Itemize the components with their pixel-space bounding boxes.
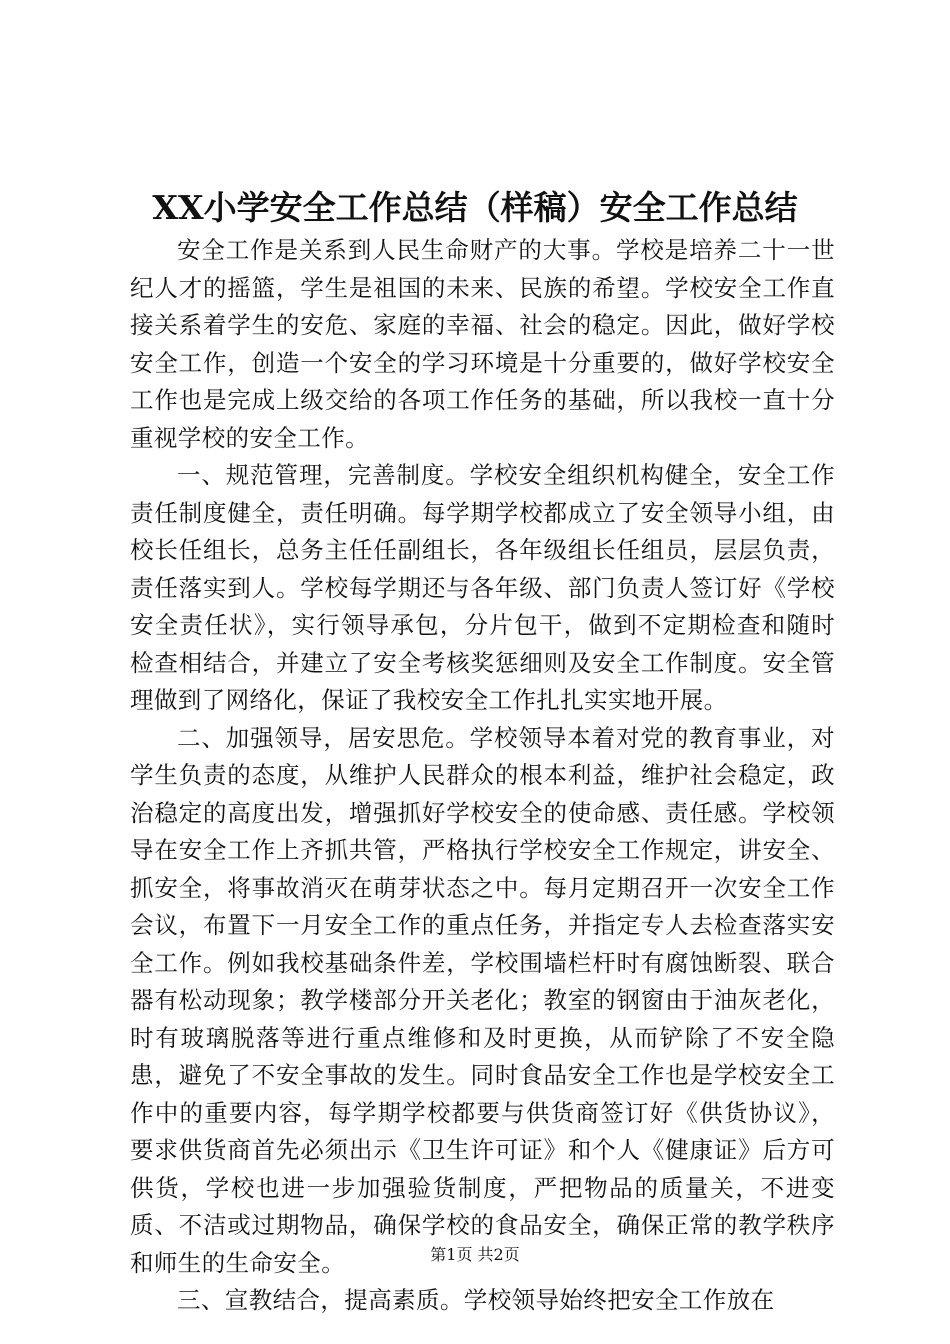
page-number-footer: 第1页 共2页	[430, 1245, 520, 1264]
paragraph-intro: 安全工作是关系到人民生命财产的大事。学校是培养二十一世纪人才的摇篮，学生是祖国的未来、民族的希望。学校安全工作直接关系着学生的安危、家庭的幸福、社会的稳定。因此，做好学校安全工作，创造一个安全的学习环境是十分重要的，做好学校安全工作也是完成上级交给的各项工作任务的基础，所以我校一直十分重视学校的安全工作。	[130, 236, 835, 452]
paragraph-section-2: 二、加强领导，居安思危。学校领导本着对党的教育事业，对学生负责的态度，从维护人民群众的根本利益，维护社会稳定，政治稳定的高度出发，增强抓好学校安全的使命感、责任感。学校领导在安全工作上齐抓共管，严格执行学校安全工作规定，讲安全、抓安全，将事故消灭在萌芽状态之中。每月定期召开一次安全工作会议，布置下一月安全工作的重点任务，并指定专人去检查落实安全工作。例如我校基础条件差，学校围墙栏杆时有腐蚀断裂、联合器有松动现象；教学楼部分开关老化；教室的钢窗由于油灰老化，时有玻璃脱落等进行重点维修和及时更换，从而铲除了不安全隐患，避免了不安全事故的发生。同时食品安全工作也是学校安全工作中的重要内容，每学期学校都要与供货商签订好《供货协议》，要求供货商首先必须出示《卫生许可证》和个人《健康证》后方可供货，学校也进一步加强验货制度，严把物品的质量关，不进变质、不洁或过期物品，确保学校的食品安全，确保正常的教学秩序和师生的生命安全。	[130, 723, 835, 1277]
paragraph-section-1: 一、规范管理，完善制度。学校安全组织机构健全，安全工作责任制度健全，责任明确。每学期学校都成立了安全领导小组，由校长任组长，总务主任任副组长，各年级组长任组员，层层负责，责任落实到人。学校每学期还与各年级、部门负责人签订好《学校安全责任状》，实行领导承包，分片包干，做到不定期检查和随时检查相结合，并建立了安全考核奖惩细则及安全工作制度。安全管理做到了网络化，保证了我校安全工作扎扎实实地开展。	[130, 461, 835, 714]
document-body	[130, 232, 835, 1320]
paragraph-section-3: 三、宣教结合，提高素质。学校领导始终把安全工作放在	[177, 1286, 775, 1314]
document-title: XX小学安全工作总结（样稿）安全工作总结	[152, 188, 798, 227]
